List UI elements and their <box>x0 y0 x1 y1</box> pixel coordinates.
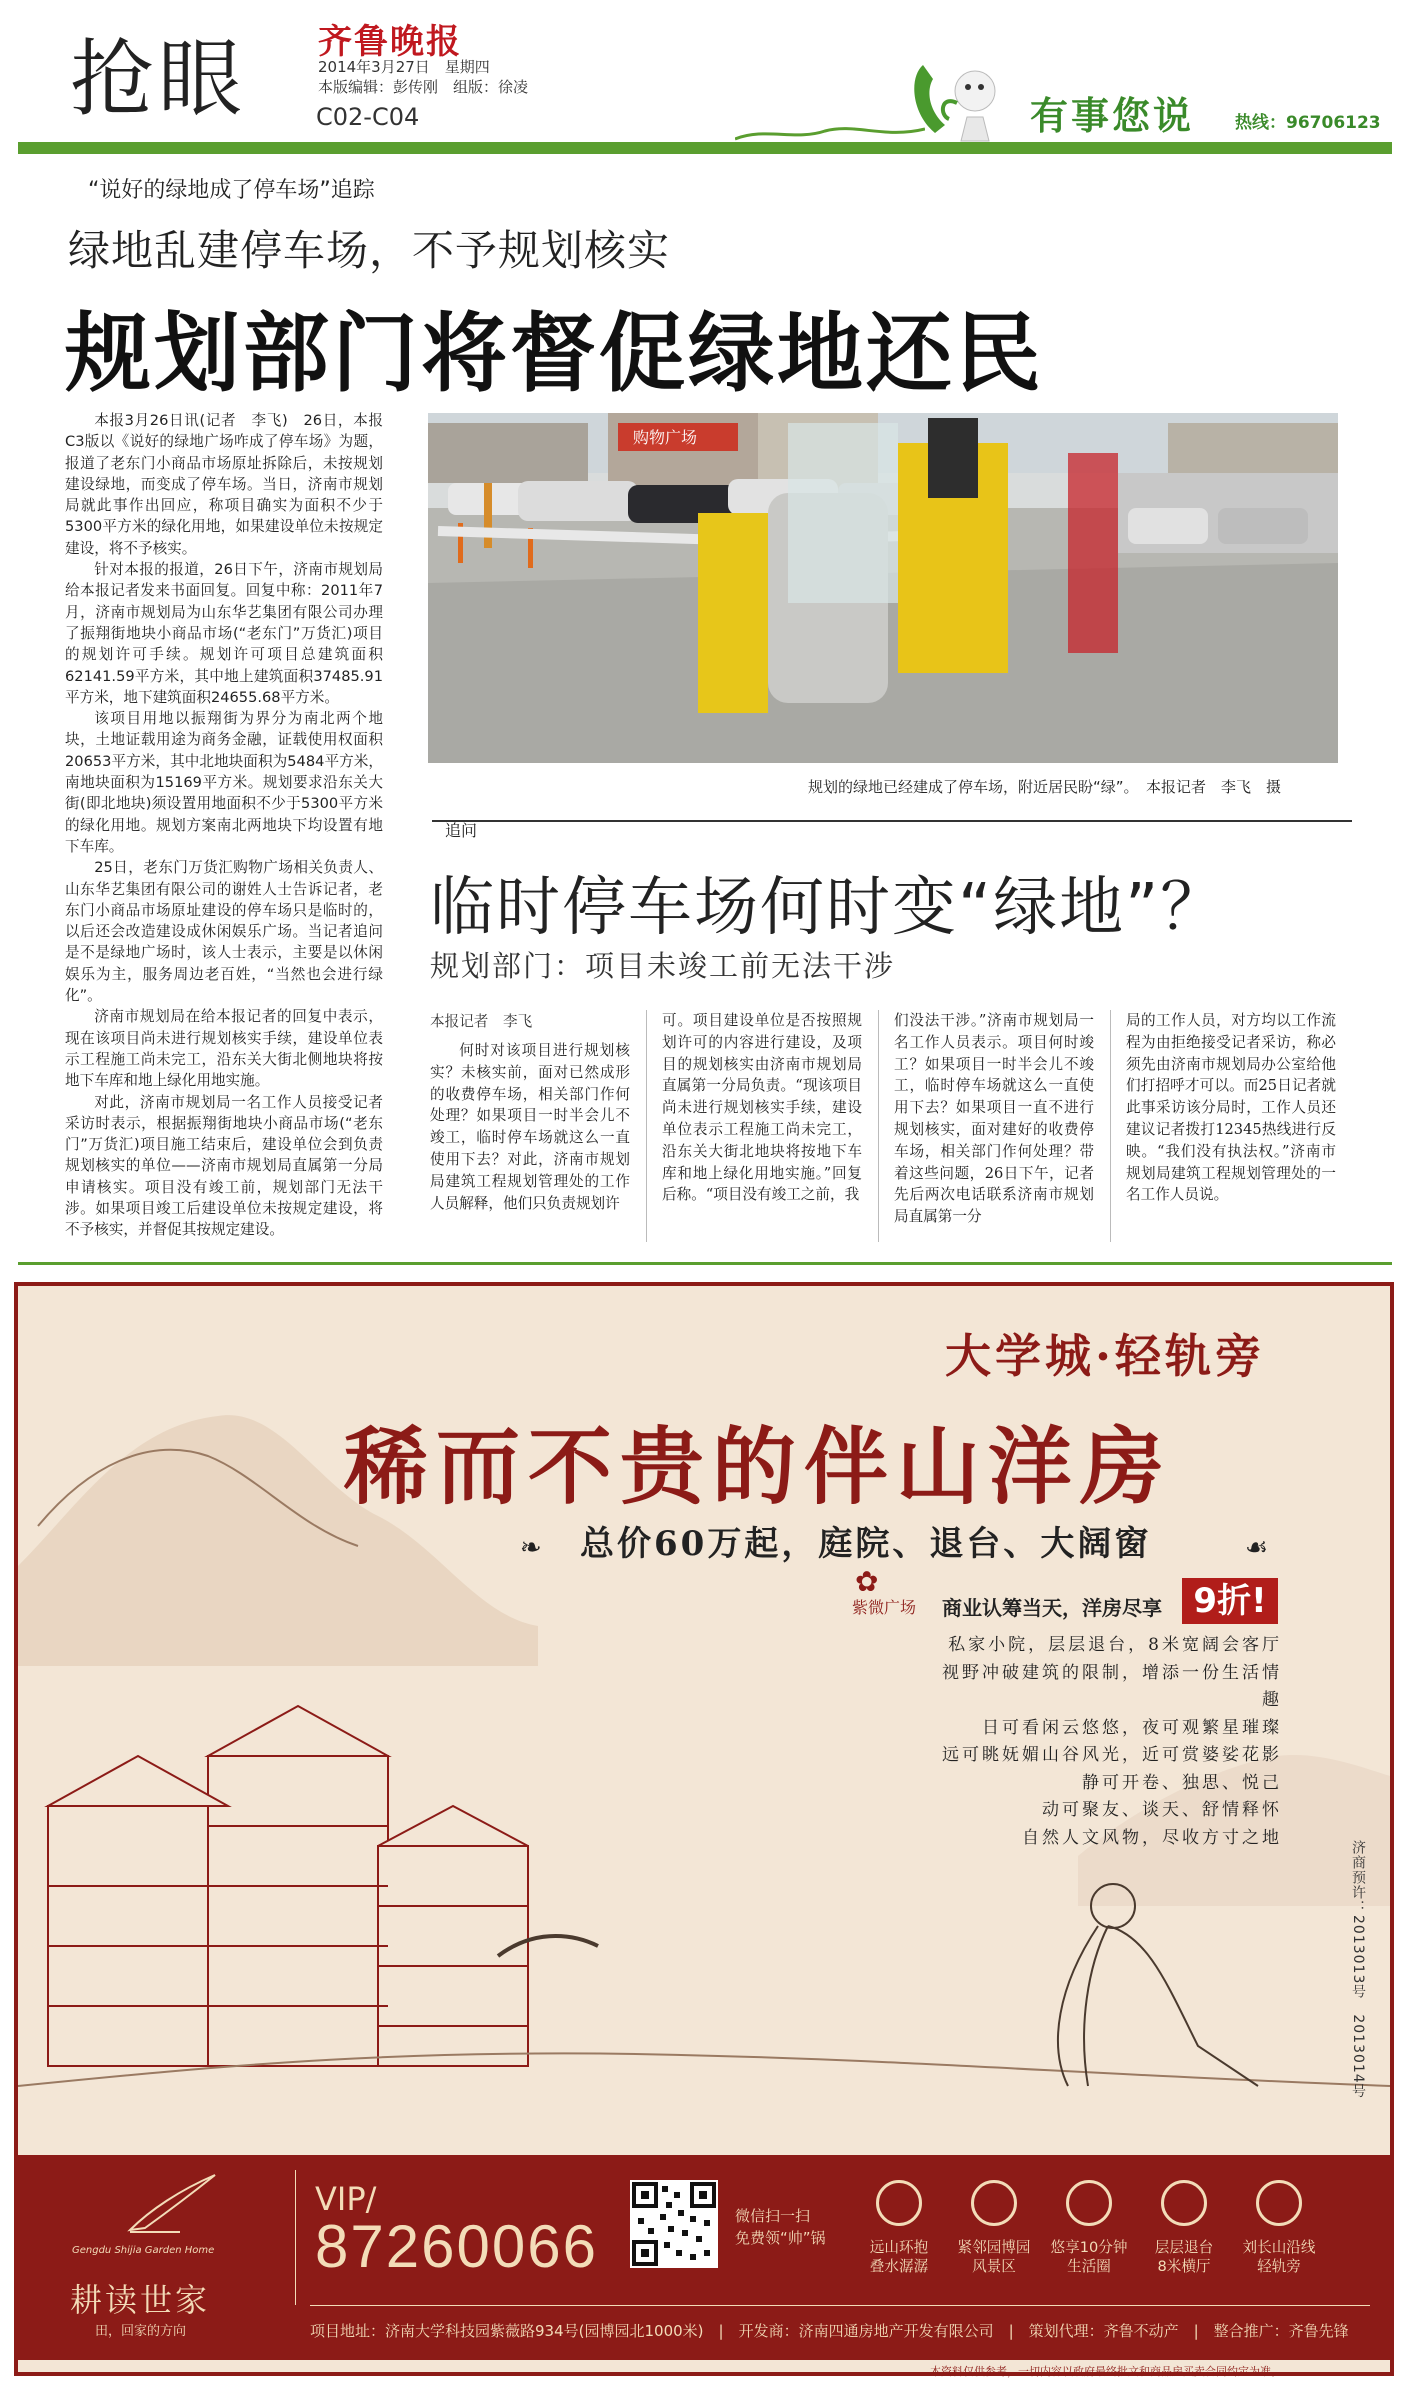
wechat-line: 微信扫一扫 <box>735 2207 811 2225</box>
feature-mountain <box>853 2180 945 2276</box>
logo-english: Gengdu Shijia Garden Home <box>72 2245 215 2256</box>
brand-leaf-icon: ✿ <box>855 1565 879 1598</box>
editors-line: 本版编辑：彭传刚 组版：徐凌 <box>318 78 529 96</box>
footer-rule <box>310 2305 1370 2306</box>
feature-label: 悠享10分钟 生活圈 <box>1050 2239 1128 2275</box>
swan-icon <box>971 2180 1017 2226</box>
page-range: C02-C04 <box>316 103 420 131</box>
feature-label: 紧邻园博园 风景区 <box>957 2239 1031 2275</box>
logo-slogan: 田，回家的方向 <box>95 2324 187 2339</box>
section-title: 抢眼 <box>70 30 247 128</box>
discount-badge: 9折! <box>1182 1578 1278 1624</box>
paragraph: 们没法干涉。”济南市规划局一名工作人员表示。项目何时竣工？如果项目一时半会儿不竣工，临时停车场就这么一直使用下去？如果项目一直不进行规划核实，面对建好的收费停车场，相关部门作何处理？带着这些问题，26日下午，记者先后两次电话联系济南市规划局直属第一分 <box>894 1012 1094 1226</box>
poem-line: 远可眺妩媚山谷风光，近可赏婆娑花影 <box>942 1745 1282 1765</box>
followup-column-3 <box>894 1010 1094 1228</box>
followup-column-2 <box>662 1010 862 1206</box>
feature-label: 层层退台 8米横厅 <box>1154 2239 1214 2275</box>
feature-transit <box>1233 2180 1325 2276</box>
paragraph: 济南市规划局在给本报记者的回复中表示，现在该项目尚未进行规划核实手续，建设单位表示工程施工尚未完工，沿东关大街北侧地块将按地下车库和地上绿化用地实施。 <box>65 1008 383 1090</box>
quill-logo-icon <box>120 2170 220 2240</box>
vip-phone-number: 87260066 <box>315 2213 598 2280</box>
column-rule <box>1110 1010 1111 1242</box>
hotline-title: 有事您说 <box>1030 94 1195 138</box>
feature-label: 刘长山沿线 轻轨旁 <box>1242 2239 1316 2275</box>
page-divider <box>18 1262 1392 1265</box>
poem-line: 自然人文风物，尽收方寸之地 <box>1022 1827 1282 1848</box>
hotline-number: 热线：96706123 <box>1235 113 1381 133</box>
train-icon <box>1256 2180 1302 2226</box>
feature-park <box>948 2180 1040 2276</box>
feature-lifestyle <box>1043 2180 1135 2276</box>
photo-caption: 规划的绿地已经建成了停车场，附近居民盼“绿”。 本报记者 李飞 摄 <box>808 778 1282 796</box>
followup-headline: 临时停车场何时变“绿地”？ <box>430 871 1227 945</box>
column-rule <box>646 1010 647 1242</box>
ad-headline: 稀而不贵的伴山洋房 <box>344 1417 1173 1516</box>
article-subhead: 绿地乱建停车场，不予规划核实 <box>68 226 671 275</box>
mountain-icon <box>876 2180 922 2226</box>
ornament-right-icon: ☙ <box>1245 1533 1269 1563</box>
ad-poem <box>942 1632 1282 1852</box>
paragraph: 局的工作人员，对方均以工作流程为由拒绝接受记者采访，称必须先由济南市规划局办公室给他们打招呼才可以。而25日记者就此事采访该分局时，工作人员还建议记者拨打12345热线进行反映。“我们没有执法权。”济南市规划局建筑工程规划管理处的一名工作人员说。 <box>1126 1012 1336 1204</box>
house-icon <box>1161 2180 1207 2226</box>
article-kicker: “说好的绿地成了停车场”追踪 <box>88 178 375 203</box>
qr-code[interactable] <box>630 2180 718 2268</box>
feature-label: 远山环抱 叠水潺潺 <box>869 2239 929 2275</box>
followup-column-1 <box>430 1040 630 1214</box>
paragraph: 对此，济南市规划局一名工作人员接受记者采访时表示，根据振翔街地块小商品市场(“老东门”万货汇)项目施工结束后，建设单位会到负责规划核实的单位——济南市规划局直属第一分局申请核实。项目没有竣工前，规划部门无法干涉。如果项目竣工后建设单位未按规定建设，将不予核实，并督促其按规定建设。 <box>65 1093 383 1239</box>
vip-label: VIP/ <box>315 2180 377 2218</box>
followup-column-4 <box>1126 1010 1336 1206</box>
poem-line: 视野冲破建筑的限制，增添一份生活情趣 <box>942 1662 1282 1710</box>
paragraph: 25日，老东门万货汇购物广场相关负责人、山东华艺集团有限公司的谢姓人士告诉记者，老东门小商品市场原址建设的停车场只是临时的，以后还会改造建设成休闲娱乐广场。当记者追问是不是绿地广场时，该人士表示，主要是以休闲娱乐为主，服务周边老百姓，“当然也会进行绿化”。 <box>65 859 383 1005</box>
header-rule <box>18 142 1392 154</box>
ad-brand: 紫微广场 <box>852 1598 917 1617</box>
poem-line: 动可聚友、谈天、舒情释怀 <box>1042 1800 1282 1820</box>
column-rule <box>878 1010 879 1242</box>
followup-byline: 本报记者 李飞 <box>430 1013 533 1030</box>
article-headline: 规划部门将督促绿地还民 <box>65 304 1044 404</box>
poem-line: 日可看闲云悠悠，夜可观繁星璀璨 <box>982 1717 1282 1738</box>
logo-name: 耕读世家 <box>70 2281 211 2319</box>
poem-line: 静可开卷、独思、悦己 <box>1082 1772 1282 1793</box>
parking-lot-photo <box>428 413 1338 763</box>
ornament-left-icon: ❧ <box>520 1533 542 1563</box>
followup-tag: 追问 <box>445 821 478 840</box>
ad-location-line: 大学城·轻轨旁 <box>945 1329 1266 1383</box>
feature-terrace <box>1138 2180 1230 2276</box>
ad-disclaimer: 本资料仅供参考，一切内容以政府最终批文和商品房买卖合同约定为准。 <box>930 2365 1282 2378</box>
followup-subhead: 规划部门：项目未竣工前无法干涉 <box>430 949 896 983</box>
poem-line: 私家小院，层层退台，8米宽阔会客厅 <box>948 1635 1282 1655</box>
photo-sign: 购物广场 <box>633 428 698 447</box>
paragraph: 何时对该项目进行规划核实？未核实前，面对已然成形的收费停车场，相关部门作何处理？如果项目一时半会儿不竣工，临时停车场就这么一直使用下去？对此，济南市规划局建筑工程规划管理处的工作人员解释，他们只负责规划许 <box>430 1042 630 1212</box>
footer-divider <box>295 2170 296 2305</box>
clock-icon <box>1066 2180 1112 2226</box>
wechat-line: 免费领“帅”锅 <box>735 2229 826 2247</box>
newspaper-name: 齐鲁晚报 <box>318 22 462 62</box>
vine-decoration <box>735 123 925 143</box>
section-rule <box>432 820 1352 822</box>
issue-date: 2014年3月27日 星期四 <box>318 58 490 76</box>
paragraph: 该项目用地以振翔街为界分为南北两个地块，土地证载用途为商务金融，证载使用权面积20653平方米，其中北地块面积为5484平方米，南地块面积为15169平方米。规划要求沿东关大街(即北地块)须设置用地面积不少于5300平方米的绿化用地。规划方案南北两地块下均设置有地下车库。 <box>65 710 383 855</box>
paragraph: 本报3月26日讯(记者 李飞) 26日，本报C3版以《说好的绿地广场咋成了停车场》为题，报道了老东门小商品市场原址拆除后，未按规划建设绿地，而变成了停车场。当日，济南市规划局就此事作出回应，称项目确实为面积不少于5300平方米的绿化用地，如果建设单位未按规定建设，将不予核实。 <box>65 412 383 557</box>
article-body <box>65 410 383 1241</box>
wechat-prompt <box>735 2205 826 2249</box>
ad-address-line: 项目地址：济南大学科技园紫薇路934号(园博园北1000米) | 开发商：济南四通房地产开发有限公司 | 策划代理：齐鲁不动产 | 整合推广：齐鲁先锋 <box>310 2322 1349 2340</box>
ad-price-line: 总价60万起，庭院、退台、大阔窗 <box>580 1524 1152 1564</box>
paragraph: 针对本报的报道，26日下午，济南市规划局给本报记者发来书面回复。回复中称：2011年7月，济南市规划局为山东华艺集团有限公司办理了振翔街地块小商品市场(“老东门”万货汇)项目的规划许可手续。规划许可项目总建筑面积62141.59平方米，其中地上建筑面积37485.91平方米，地下建筑面积24655.68平方米。 <box>65 561 383 706</box>
presale-permit: 济商预许：2013013号 2013014号 <box>1350 1840 1366 2099</box>
ad-offer: 商业认筹当天，洋房尽享 <box>942 1596 1162 1620</box>
paragraph: 可。项目建设单位是否按照规划许可的内容进行建设，及项目的规划核实由济南市规划局直属第一分局负责。“现该项目尚未进行规划核实手续，建设单位表示工程施工尚未完工，沿东关大街北地块将按地下车库和地上绿化用地实施。”回复后称。“项目没有竣工之前，我 <box>662 1012 862 1204</box>
